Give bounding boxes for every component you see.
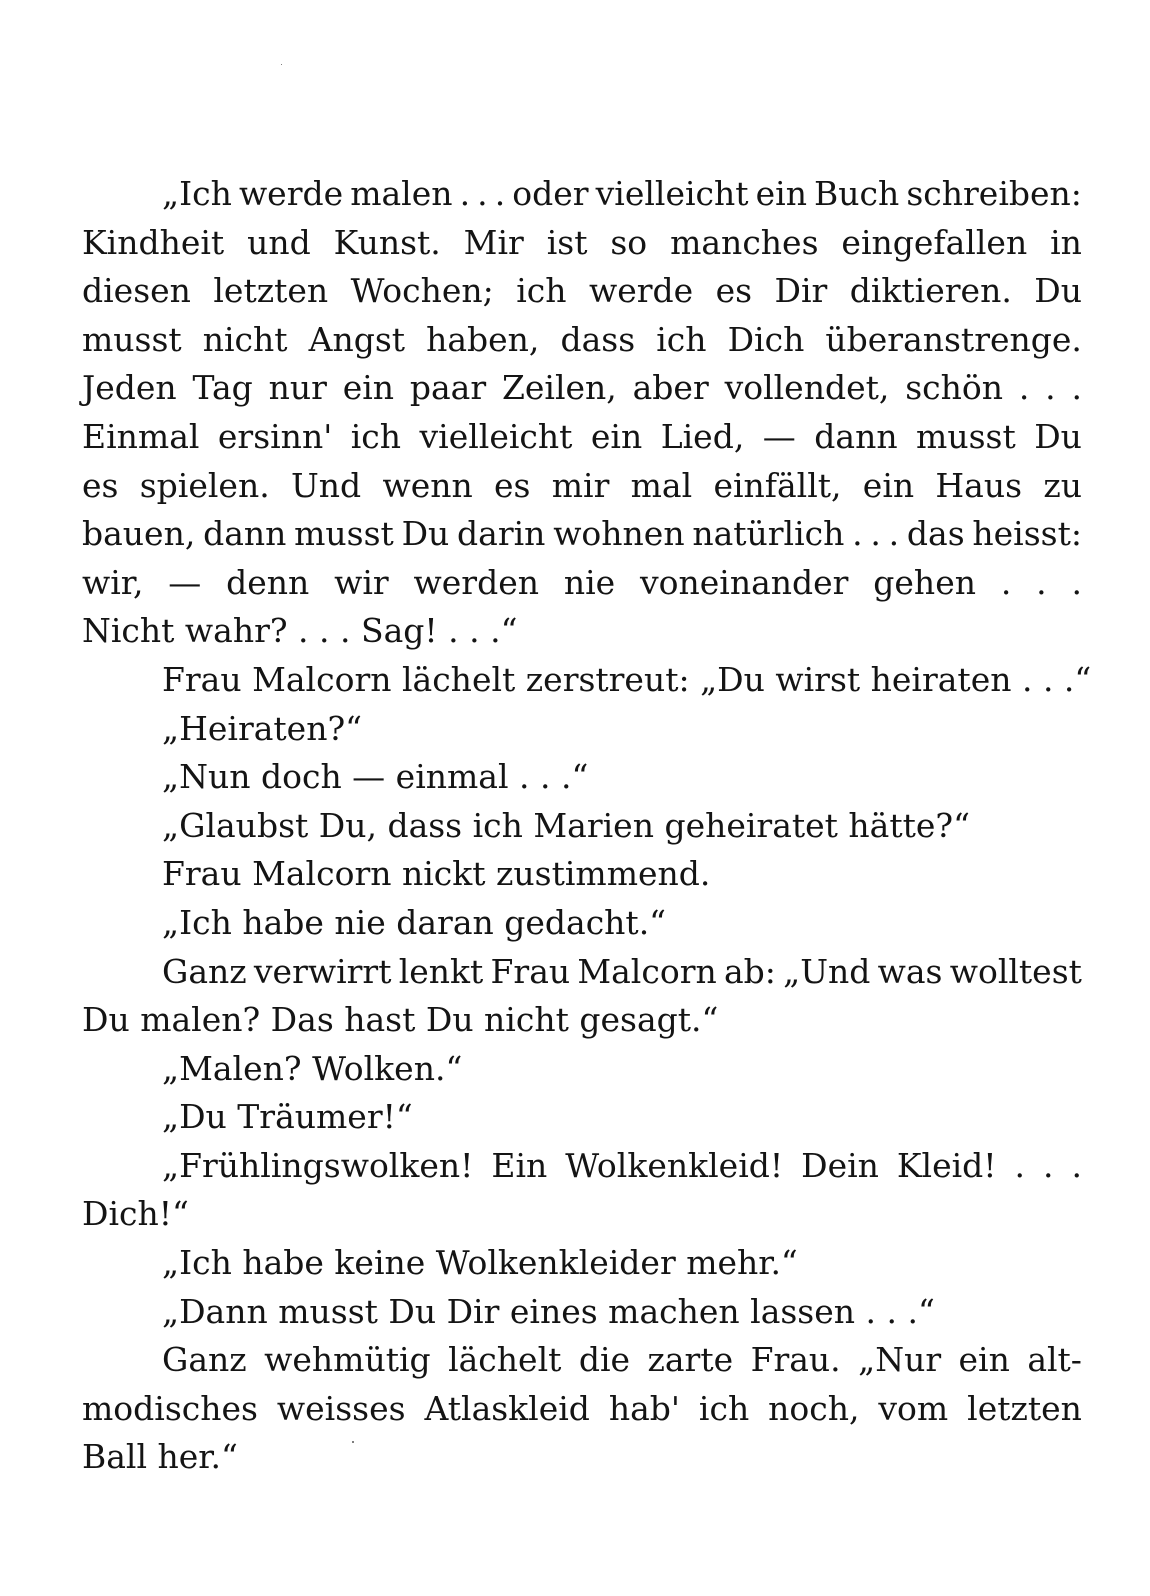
paragraph	[82, 1093, 1082, 1142]
paragraph	[82, 899, 1082, 948]
paragraph	[82, 1336, 1082, 1482]
paragraph	[82, 850, 1082, 899]
text-line: diesen letzten Wochen; ich werde es Dir diktieren. Du	[82, 271, 1082, 311]
paragraph	[82, 1142, 1082, 1239]
text-line: Jeden Tag nur ein paar Zeilen, aber vollendet, schön . . .	[82, 368, 1082, 408]
text-line: „Malen? Wolken.“	[162, 1048, 463, 1088]
text-line: Einmal ersinn' ich vielleicht ein Lied, — dann musst Du	[82, 416, 1082, 456]
text-line: es spielen. Und wenn es mir mal einfällt, ein Haus zu	[82, 465, 1082, 505]
text-line: Du malen? Das hast Du nicht gesagt.“	[82, 1000, 719, 1040]
text-line: modisches weisses Atlaskleid hab' ich noch, vom letzten	[82, 1388, 1082, 1428]
text-line: „Frühlingswolken! Ein Wolkenkleid! Dein Kleid! . . .	[162, 1145, 1082, 1185]
paragraph	[82, 948, 1082, 1045]
paper-speck	[281, 64, 282, 65]
paragraph	[82, 802, 1082, 851]
text-line: Ball her.“	[82, 1437, 238, 1477]
paragraph	[82, 1239, 1082, 1288]
paragraph	[82, 1288, 1082, 1337]
text-line: Kindheit und Kunst. Mir ist so manches eingefallen in	[82, 222, 1082, 262]
paragraph	[82, 656, 1092, 705]
text-line: bauen, dann musst Du darin wohnen natürlich . . . das heisst:	[82, 514, 1082, 554]
text-line: „Ich habe keine Wolkenkleider mehr.“	[162, 1243, 798, 1283]
text-line: „Dann musst Du Dir eines machen lassen . . .“	[162, 1291, 935, 1331]
text-line: „Nun doch — einmal . . .“	[162, 757, 589, 797]
text-line: „Heiraten?“	[162, 708, 363, 748]
text-line: Dich!“	[82, 1194, 189, 1234]
text-line: „Ich werde malen . . . oder vielleicht ein Buch schreiben:	[162, 174, 1082, 213]
paragraph	[82, 170, 1082, 656]
text-line: Nicht wahr? . . . Sag! . . .“	[82, 611, 518, 651]
text-line: wir, — denn wir werden nie voneinander gehen . . .	[82, 562, 1082, 602]
text-line: Ganz verwirrt lenkt Frau Malcorn ab: „Und was wolltest	[162, 951, 1082, 991]
text-line: Frau Malcorn nickt zustimmend.	[162, 854, 711, 894]
text-line: „Glaubst Du, dass ich Marien geheiratet hätte?“	[162, 805, 970, 845]
text-line: Frau Malcorn lächelt zerstreut: „Du wirst heiraten . . .“	[162, 659, 1092, 699]
text-line: „Du Träumer!“	[162, 1097, 413, 1137]
paragraph	[82, 753, 1082, 802]
body-text	[82, 170, 1092, 1482]
text-line: Ganz wehmütig lächelt die zarte Frau. „Nur ein alt-	[162, 1340, 1082, 1380]
paragraph	[82, 705, 1082, 754]
text-line: „Ich habe nie daran gedacht.“	[162, 902, 667, 942]
paragraph	[82, 1045, 1082, 1094]
text-line: musst nicht Angst haben, dass ich Dich überanstrenge.	[82, 319, 1082, 359]
